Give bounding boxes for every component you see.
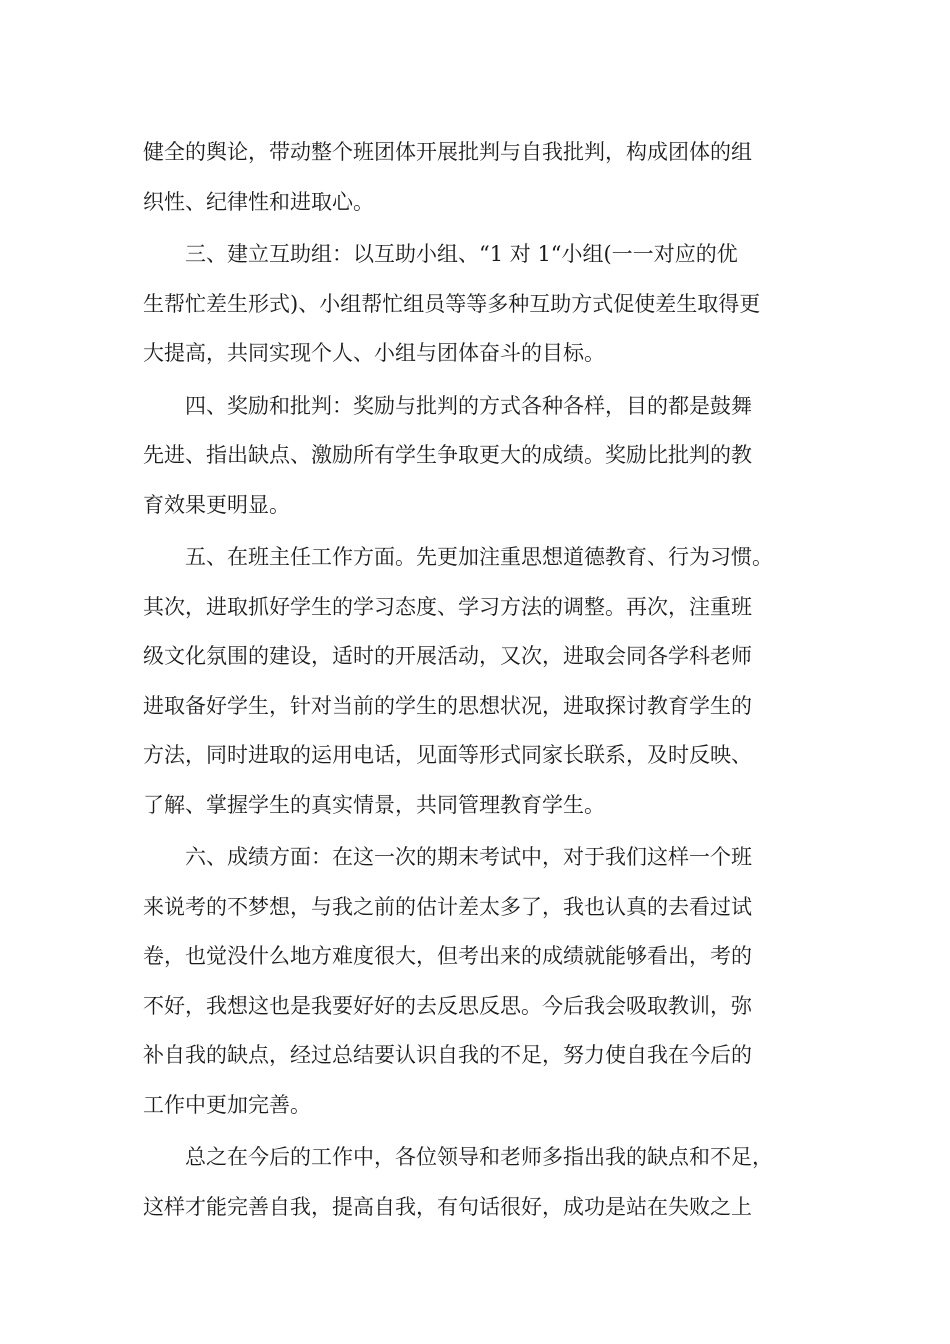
- text-line: 工作中更加完善。: [143, 1092, 311, 1117]
- text-line: 不好，我想这也是我要好好的去反思反思。今后我会吸取教训，弥: [143, 993, 752, 1018]
- text-line: 了解、掌握学生的真实情景，共同管理教育学生。: [143, 792, 605, 817]
- text-line: 生帮忙差生形式)、小组帮忙组员等等多种互助方式促使差生取得更: [143, 291, 761, 316]
- text-line: 六、成绩方面：在这一次的期末考试中，对于我们这样一个班: [143, 845, 752, 869]
- document-body: [143, 128, 811, 1232]
- text-line: 级文化氛围的建设，适时的开展活动，又次，进取会同各学科老师: [143, 644, 752, 668]
- text-line: 这样才能完善自我，提高自我，有句话很好，成功是站在失败之上: [143, 1194, 752, 1219]
- paragraph-2: [143, 230, 811, 379]
- text-line: 大提高，共同实现个人、小组与团体奋斗的目标。: [143, 341, 605, 365]
- text-line: 织性、纪律性和进取心。: [143, 189, 374, 214]
- text-line: 进取备好学生，针对当前的学生的思想状况，进取探讨教育学生的: [143, 693, 752, 718]
- text-line: 五、在班主任工作方面。先更加注重思想道德教育、行为习惯。: [143, 545, 773, 569]
- text-line: 健全的舆论，带动整个班团体开展批判与自我批判，构成团体的组: [143, 140, 752, 164]
- text-line: 卷，也觉没什么地方难度很大，但考出来的成绩就能够看出，考的: [143, 944, 752, 968]
- text-line: 方法，同时进取的运用电话，见面等形式同家长联系，及时反映、: [143, 743, 752, 767]
- text-line: 补自我的缺点，经过总结要认识自我的不足，努力使自我在今后的: [143, 1043, 752, 1067]
- paragraph-1: [143, 128, 811, 227]
- paragraph-5: [143, 833, 811, 1130]
- text-line: 先进、指出缺点、激励所有学生争取更大的成绩。奖励比批判的教: [143, 443, 752, 467]
- text-line: 三、建立互助组：以互助小组、“1 对 1“小组(一一对应的优: [143, 242, 738, 266]
- paragraph-3: [143, 382, 811, 531]
- paragraph-4: [143, 533, 811, 830]
- text-line: 总之在今后的工作中，各位领导和老师多指出我的缺点和不足，: [143, 1145, 773, 1169]
- text-line: 四、奖励和批判：奖励与批判的方式各种各样，目的都是鼓舞: [143, 393, 752, 418]
- paragraph-6: [143, 1133, 811, 1232]
- text-line: 育效果更明显。: [143, 492, 290, 517]
- text-line: 其次，进取抓好学生的学习态度、学习方法的调整。再次，注重班: [143, 594, 752, 619]
- text-line: 来说考的不梦想，与我之前的估计差太多了，我也认真的去看过试: [143, 894, 752, 919]
